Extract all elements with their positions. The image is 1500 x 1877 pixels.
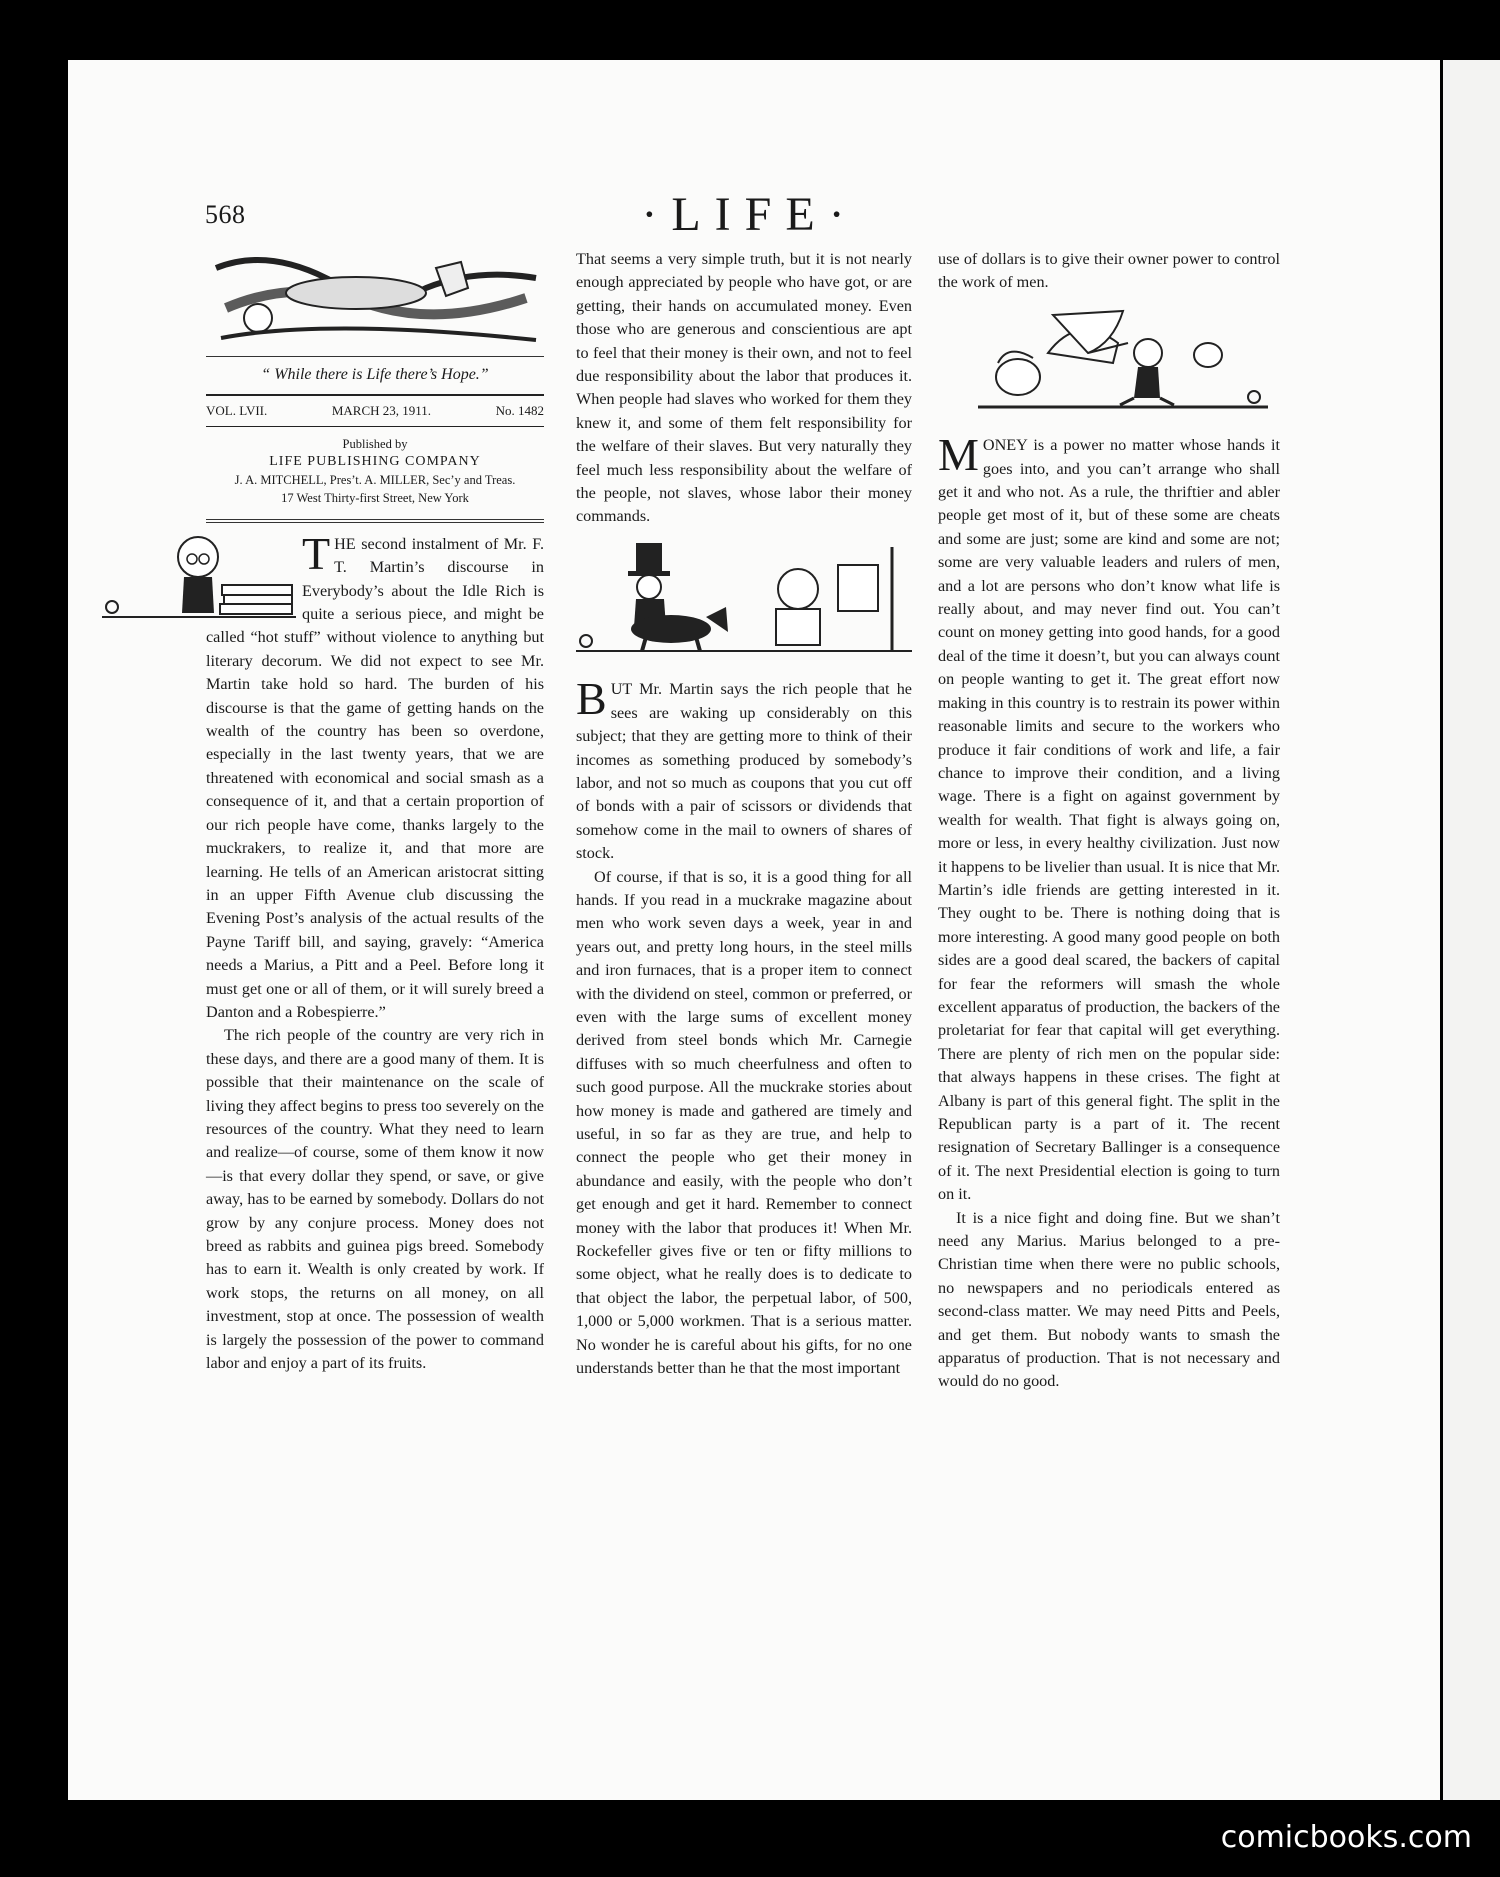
article-paragraph: [206, 527, 544, 1025]
article-paragraph: use of dollars is to give their owner power to control the work of men.: [938, 250, 1280, 292]
site-watermark: comicbooks.com: [1220, 1820, 1472, 1855]
published-by-label: Published by: [342, 436, 408, 451]
article-paragraph: [938, 429, 1280, 1206]
butterfly-net-illustration: [938, 303, 1280, 413]
issue-date: MARCH 23, 1911.: [331, 403, 432, 419]
publisher-address: 17 West Thirty-first Street, New York: [281, 490, 469, 505]
motto: “ While there is Life there’s Hope.”: [261, 366, 489, 383]
volume-label: VOL. LVII.: [206, 403, 268, 419]
publisher-block: [206, 435, 544, 507]
masthead-title: ·LIFE·: [641, 188, 859, 241]
paragraph-text: UT Mr. Martin says the rich people that he sees are waking up considerably on this subject; that they are getting more to think of their incomes as something produced by somebody’s labor, and not so much as coupons that you cut off of bonds with a pair of scissors or dividends that somehow come in the mail to owners of shares of stock.: [576, 680, 912, 863]
issue-info-bar: [206, 394, 544, 426]
column-2: [576, 248, 912, 1380]
dropcap: M: [938, 429, 979, 481]
page-number: 568: [205, 200, 246, 229]
column-1: [206, 248, 544, 1375]
publisher-name: LIFE PUBLISHING COMPANY: [269, 453, 481, 469]
donkey-rider-illustration: [576, 537, 912, 657]
publisher-officers: J. A. MITCHELL, Pres’t. A. MILLER, Sec’y and Treas.: [234, 472, 516, 487]
article-paragraph: That seems a very simple truth, but it is not nearly enough appreciated by people who have got, or are getting, their hands on accumulated money. Even those who are generous and conscientious are apt to feel that their money is their own, and not to feel due responsibility about the labor that produces it. When people had slaves who worked for them they knew it, and some of them felt responsibility for the welfare of their slaves. But very naturally they feel much less responsibility about the welfare of the people, not slaves, whose labor their money commands.: [576, 250, 912, 526]
header-divider: [206, 519, 544, 523]
article-paragraph: [576, 673, 912, 865]
dropcap: T: [302, 527, 331, 579]
header-illustration: [206, 248, 544, 357]
facing-page-edge: [1443, 60, 1500, 1800]
dropcap: B: [576, 673, 607, 725]
paragraph-text: HE second instalment of Mr. F. T. Martin’s discourse in Everybody’s about the Idle Rich is quite a serious piece, and might be called “hot stuff” without violence to anything but literary decorum. We did not expect to see Mr. Martin take hold so hard. The burden of his discourse is that the game of getting hands on the wealth of the country has been so overdone, especially in the last twenty years, that we are threatened with economical and social smash as a consequence of it, and that a certain proportion of our rich people have come, thanks largely to the muckrakers, to realize it, and that more are learning. He tells of an American aristocrat sitting in an upper Fifth Avenue club discussing the Evening Post’s analysis of the actual results of the Payne Tariff bill, and saying, gravely: “America needs a Marius, a Pitt and a Peel. Before long it must get one or all of them, or it will surely breed a Danton and a Robespierre.”: [206, 534, 544, 1021]
article-paragraph: It is a nice fight and doing fine. But we shan’t need any Marius. Marius belonged to a pre-Christian time when there were no public schools, no newspapers and no periodicals entered as second-class matter. We may need Pitts and Peels, and get them. But nobody wants to smash the apparatus of production. That is not necessary and would do no good.: [938, 1208, 1280, 1391]
issue-number: No. 1482: [495, 403, 544, 419]
column-3: [938, 248, 1280, 1394]
reading-figure-illustration: [102, 533, 296, 625]
article-paragraph: The rich people of the country are very rich in these days, and there are a good many of them. It is possible that their maintenance on the scale of living they affect begins to press too severely on the resources of the country. What they need to learn and realize—of course, some of them know it now—is that every dollar they spend, or save, or give away, has to be earned by somebody. Dollars do not grow by any conjure process. Money does not breed as rabbits and guinea pigs breed. Somebody has to earn it. Wealth is only created by work. If work stops, the returns on all money, on all investment, stop at once. The possession of wealth is largely the possession of the power to command labor and enjoy a part of its fruits.: [206, 1026, 544, 1373]
paragraph-text: ONEY is a power no matter whose hands it goes into, and you can’t arrange who shall get it and who not. As a rule, the thriftier and abler people get most of it, but of these some are cheats and some are just; some are kind and some are not; some are very valuable leaders and rulers of men, and a lot are persons who don’t know what life is really about, and may never find out. You can’t count on money getting into good hands, for a good deal of the time it doesn’t, but you can always count on people wanting to get it. The great effort now making in this country is to restrain its power within reasonable limits and secure to the workers who produce it fair conditions of work and life, a fair chance to improve their condition, and a living wage. There is a fight on against government by wealth for wealth. That fight is always going on, more or less, in every healthy civilization. Just now it happens to be livelier than usual. It is nice that Mr. Martin’s idle friends are getting interested in it. They ought to be. There is nothing doing that is more interesting. A good many good people on both sides are a good deal scared, the backers of capital for fear the reformers will smash the whole excellent apparatus of production, the backers of the proletariat for fear that capital will get everything. There are plenty of rich men on the popular side: that always happens in these crises. The fight at Albany is part of this general fight. The split in the Republican party is a part of it. The recent resignation of Secretary Ballinger is a consequence of it. The next Presidential election is going to turn on it.: [938, 436, 1280, 1204]
article-paragraph: Of course, if that is so, it is a good thing for all hands. If you read in a muckrake magazine about men who work seven days a week, year in and years out, and pretty long hours, in the steel mills and iron furnaces, that is a proper item to connect with the dividend on steel, common or preferred, or even with the large sums of excellent money derived from steel bonds which Mr. Carnegie diffuses with so much cheerfulness and often to such good purpose. All the muckrake stories about how money is made and gathered are timely and useful, in so far as they are true, and help to connect the people who get their money in abundance and easily, with the people who don’t get enough and get it hard. Remember to connect money with the labor that produces it! When Mr. Rockefeller gives five or ten or fifty millions to some object, what he really does is to dedicate to that object the labor, the perpetual labor, of 500, 1,000 or 5,000 workmen. That is a serious matter. No wonder he is careful about his gifts, for no one understands better than he that the most important: [576, 867, 912, 1378]
